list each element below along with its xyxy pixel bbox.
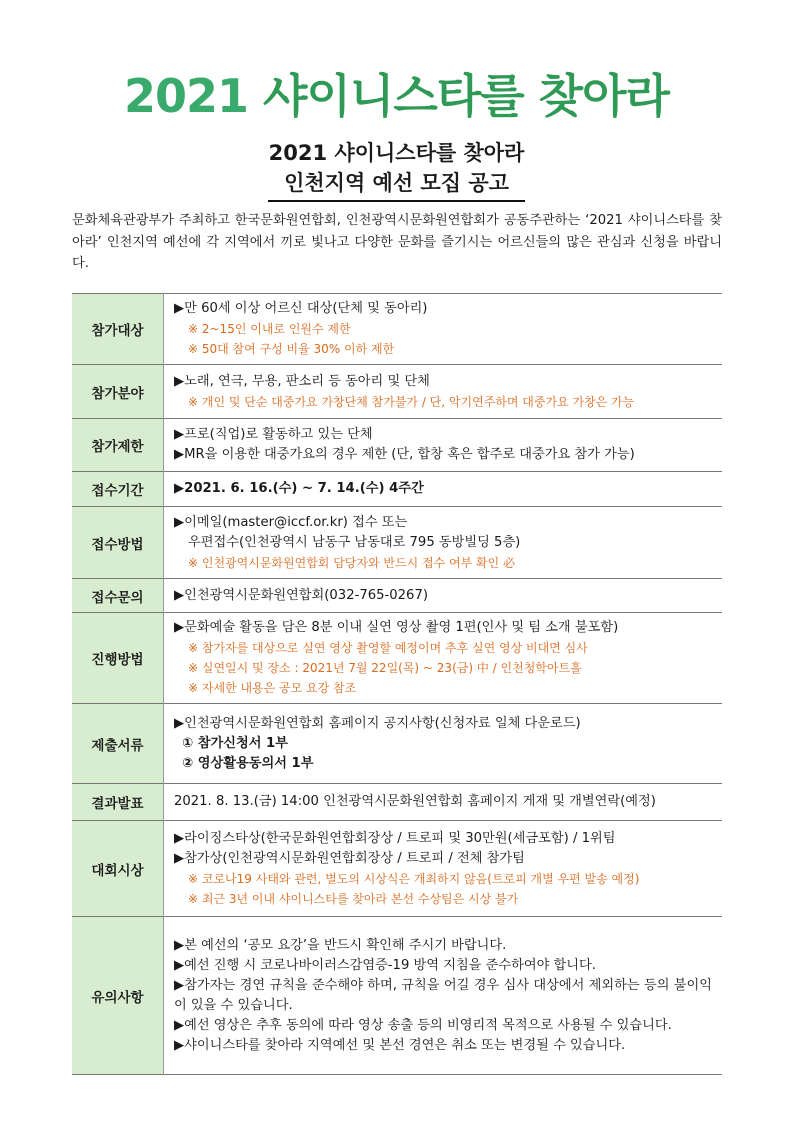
page-title: [0, 138, 793, 202]
row-label: 참가제한: [72, 419, 164, 472]
row-label: 접수문의: [72, 579, 164, 613]
title-line-1: 2021 샤이니스타를 찾아라: [268, 141, 525, 165]
row-content: ▶라이징스타상(한국문화원연합회장상 / 트로피 및 30만원(세금포함) / 1위팀 ▶참가상(인천광역시문화원연합회장상 / 트로피 / 전체 참가팀 ※ 코로나19 사태와 관련, 별도의 시상식은 개최하지 않음(트로피 개별 우편 발송 예정) ※ 최근 3년 이내 샤이니스타를 찾아라 본선 수상팀은 시상 불가: [174, 830, 640, 906]
table-row: [72, 365, 722, 419]
row-content: ▶문화예술 활동을 담은 8분 이내 실연 영상 촬영 1편(인사 및 팀 소개 불포함) ※ 참가자를 대상으로 실연 영상 촬영할 예정이며 추후 실연 영상 비대면 심사 ※ 실연일시 및 장소 : 2021년 7월 22일(목) ~ 23(금) 中 / 인천청학아트홀 ※ 자세한 내용은 공모 요강 참조: [174, 620, 619, 695]
banner-title: [0, 60, 793, 126]
table-row: [72, 917, 722, 1075]
row-label: 결과발표: [72, 784, 164, 821]
row-content: 2021. 8. 13.(금) 14:00 인천광역시문화원연합회 홈페이지 게재 및 개별연락(예정): [174, 794, 656, 809]
table-row: [72, 784, 722, 821]
row-content: ▶만 60세 이상 어르신 대상(단체 및 동아리) ※ 2~15인 이내로 인원수 제한 ※ 50대 참여 구성 비율 30% 이하 제한: [174, 301, 428, 356]
table-row: [72, 507, 722, 579]
row-label: 접수방법: [72, 507, 164, 579]
intro-paragraph: 문화체육관광부가 주최하고 한국문화원연합회, 인천광역시문화원연합회가 공동주관하는 ‘2021 샤이니스타를 찾아라’ 인천지역 예선에 각 지역에서 끼로 빛나고 다양한 문화를 즐기시는 어르신들의 많은 관심과 신청을 바랍니다.: [72, 213, 722, 271]
info-table: [72, 293, 722, 1075]
row-label: 대회시상: [72, 821, 164, 917]
row-label: 유의사항: [72, 917, 164, 1075]
row-content: ▶2021. 6. 16.(수) ~ 7. 14.(수) 4주간: [174, 481, 424, 496]
table-row: [72, 472, 722, 507]
banner-text: 샤이니스타를 찾아라: [263, 69, 669, 123]
row-label: 제출서류: [72, 704, 164, 784]
table-row: [72, 613, 722, 704]
banner-year: 2021: [124, 69, 249, 123]
row-label: 접수기간: [72, 472, 164, 507]
row-content: ▶프로(직업)로 활동하고 있는 단체 ▶MR을 이용한 대중가요의 경우 제한 (단, 합창 혹은 합주로 대중가요 참가 가능): [174, 427, 635, 462]
row-content: ▶이메일(master@iccf.or.kr) 접수 또는 우편접수(인천광역시 남동구 남동대로 795 동방빌딩 5층) ※ 인천광역시문화원연합회 담당자와 반드시 접수 여부 확인 必: [174, 514, 521, 570]
row-label: 참가분야: [72, 365, 164, 419]
row-content: ▶본 예선의 ‘공모 요강’을 반드시 확인해 주시기 바랍니다. ▶예선 진행 시 코로나바이러스감염증-19 방역 지침을 준수하여야 합니다. ▶참가자는 경연 규칙을 준수해야 하며, 규칙을 어길 경우 심사 대상에서 제외하는 등의 불이익이 있을 수 있습니다. ▶예선 영상은 추후 동의에 따라 영상 송출 등의 비영리적 목적으로 사용될 수 있습니다. ▶샤이니스타를 찾아라 지역예선 및 본선 경연은 취소 또는 변경될 수 있습니다.: [174, 937, 712, 1053]
table-row: [72, 294, 722, 365]
row-content: ▶인천광역시문화원연합회(032-765-0267): [174, 587, 428, 603]
title-line-2: 인천지역 예선 모집 공고: [268, 168, 525, 202]
row-content: ▶인천광역시문화원연합회 홈페이지 공지사항(신청자료 일체 다운로드) ① 참가신청서 1부 ② 영상활용동의서 1부: [174, 715, 581, 771]
table-row: [72, 579, 722, 613]
table-row: [72, 821, 722, 917]
table-row: [72, 419, 722, 472]
row-label: 참가대상: [72, 294, 164, 365]
row-content: ▶노래, 연극, 무용, 판소리 등 동아리 및 단체 ※ 개인 및 단순 대중가요 가창단체 참가불가 / 단, 악기연주하며 대중가요 가창은 가능: [174, 373, 635, 409]
row-label: 진행방법: [72, 613, 164, 704]
table-row: [72, 704, 722, 784]
